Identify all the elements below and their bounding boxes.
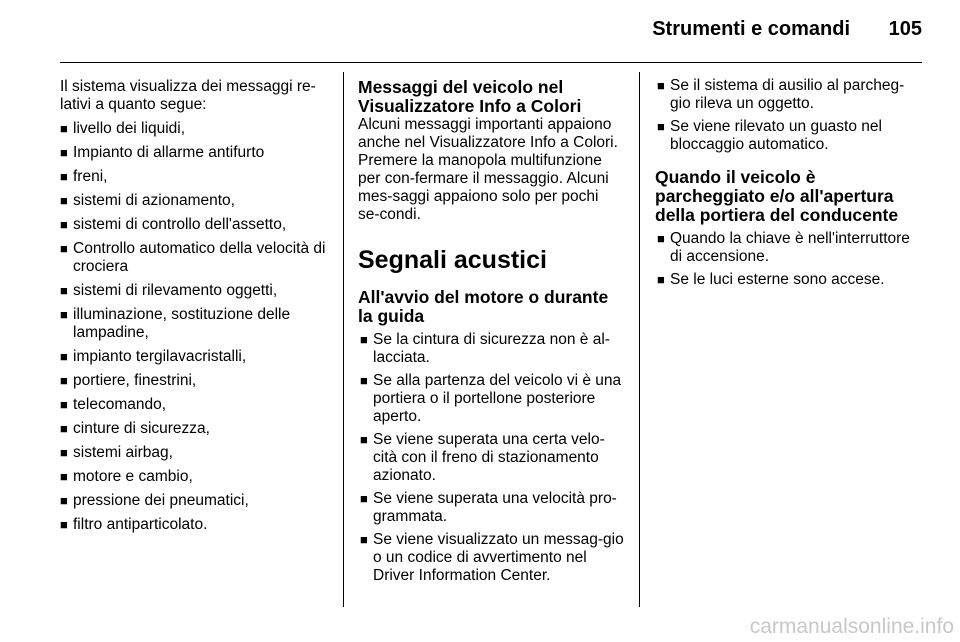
bullet-icon: ■ bbox=[60, 241, 68, 256]
list-item-text: portiere, finestrini, bbox=[73, 372, 197, 389]
bullet-icon: ■ bbox=[60, 169, 68, 184]
message-list bbox=[60, 120, 332, 534]
list-item bbox=[360, 490, 624, 526]
list-item-text: freni, bbox=[73, 168, 108, 185]
intro-text: Il sistema visualizza dei messaggi re-lativi a quanto segue: bbox=[60, 78, 316, 113]
bullet-icon: ■ bbox=[360, 532, 368, 547]
list-item-text: sistemi airbag, bbox=[73, 444, 173, 461]
bullet-icon: ■ bbox=[360, 432, 368, 447]
bullet-icon: ■ bbox=[60, 445, 68, 460]
list-item bbox=[60, 168, 332, 186]
list-item-text: Se alla partenza del veicolo vi è una portiera o il portellone posteriore aperto. bbox=[373, 372, 622, 425]
list-item bbox=[60, 120, 332, 138]
bullet-icon: ■ bbox=[60, 307, 68, 322]
list-item-text: cinture di sicurezza, bbox=[73, 420, 210, 437]
bullet-icon: ■ bbox=[60, 283, 68, 298]
subheading-engine-start: All'avvio del motore o durante la guida bbox=[358, 287, 609, 326]
list-item-text: Controllo automatico della velocità di crociera bbox=[73, 240, 326, 275]
list-item bbox=[360, 431, 624, 485]
bullet-icon: ■ bbox=[657, 78, 665, 93]
list-item bbox=[657, 230, 925, 266]
list-item-text: impianto tergilavacristalli, bbox=[73, 348, 247, 365]
list-item bbox=[60, 192, 332, 210]
list-item-text: Impianto di allarme antifurto bbox=[73, 144, 265, 161]
bullet-icon: ■ bbox=[360, 332, 368, 347]
bullet-icon: ■ bbox=[60, 193, 68, 208]
parked-list bbox=[657, 230, 925, 289]
column-2 bbox=[358, 78, 624, 585]
bullet-icon: ■ bbox=[360, 491, 368, 506]
subheading-vehicle-messages: Messaggi del veicolo nel Visualizzatore Info a Colori bbox=[358, 77, 582, 116]
list-item bbox=[657, 271, 925, 289]
list-item-text: Se viene visualizzato un messag-gio o un codice di avvertimento nel Driver Information Center. bbox=[373, 531, 624, 584]
list-item bbox=[360, 372, 624, 426]
header-divider bbox=[60, 62, 922, 63]
list-item-text: Se viene rilevato un guasto nel bloccaggio automatico. bbox=[670, 118, 882, 153]
bullet-icon: ■ bbox=[60, 145, 68, 160]
column-divider-1 bbox=[343, 72, 344, 607]
bullet-icon: ■ bbox=[60, 517, 68, 532]
paragraph-vehicle-messages: Alcuni messaggi importanti appaiono anche nel Visualizzatore Info a Colori. Premere la manopola multifunzione per con-fermare il messaggio. Alcuni mes-saggi appaiono solo per pochi se-condi. bbox=[358, 116, 618, 223]
watermark: carmanualsonline.info bbox=[749, 615, 954, 638]
list-item-text: Se le luci esterne sono accese. bbox=[670, 271, 885, 288]
list-item-text: sistemi di controllo dell'assetto, bbox=[73, 216, 287, 233]
list-item-text: filtro antiparticolato. bbox=[73, 516, 208, 533]
column-3 bbox=[655, 78, 925, 289]
column-divider-2 bbox=[639, 72, 640, 607]
list-item bbox=[60, 372, 332, 390]
bullet-icon: ■ bbox=[60, 469, 68, 484]
bullet-icon: ■ bbox=[657, 119, 665, 134]
bullet-icon: ■ bbox=[60, 349, 68, 364]
list-item bbox=[60, 420, 332, 438]
list-item bbox=[360, 531, 624, 585]
list-item-text: illuminazione, sostituzione delle lampadine, bbox=[73, 306, 291, 341]
list-item bbox=[60, 306, 332, 342]
list-item-text: livello dei liquidi, bbox=[73, 120, 186, 137]
list-item bbox=[360, 331, 624, 367]
list-item-text: pressione dei pneumatici, bbox=[73, 492, 249, 509]
list-item bbox=[60, 144, 332, 162]
list-item bbox=[60, 348, 332, 366]
bullet-icon: ■ bbox=[60, 397, 68, 412]
list-item bbox=[60, 216, 332, 234]
list-item bbox=[60, 396, 332, 414]
list-item bbox=[60, 282, 332, 300]
list-item bbox=[657, 77, 925, 113]
list-item-text: Se viene superata una certa velo-cità con il freno di stazionamento azionato. bbox=[373, 431, 605, 484]
list-item-text: sistemi di rilevamento oggetti, bbox=[73, 282, 278, 299]
list-item-text: telecomando, bbox=[73, 396, 167, 413]
list-item bbox=[60, 492, 332, 510]
heading-acoustic-signals: Segnali acustici bbox=[358, 246, 547, 274]
page-number: 105 bbox=[888, 18, 922, 40]
section-title: Strumenti e comandi bbox=[652, 18, 850, 40]
bullet-icon: ■ bbox=[360, 373, 368, 388]
acoustic-list-continued bbox=[657, 77, 925, 154]
list-item bbox=[657, 118, 925, 154]
bullet-icon: ■ bbox=[60, 217, 68, 232]
bullet-icon: ■ bbox=[60, 121, 68, 136]
list-item bbox=[60, 468, 332, 486]
list-item-text: Se viene superata una velocità pro-grammata. bbox=[373, 490, 617, 525]
bullet-icon: ■ bbox=[657, 231, 665, 246]
list-item bbox=[60, 516, 332, 534]
list-item-text: Quando la chiave è nell'interruttore di accensione. bbox=[670, 230, 910, 265]
bullet-icon: ■ bbox=[60, 421, 68, 436]
list-item-text: motore e cambio, bbox=[73, 468, 193, 485]
column-1 bbox=[60, 78, 332, 534]
bullet-icon: ■ bbox=[60, 493, 68, 508]
acoustic-list bbox=[360, 331, 624, 585]
list-item-text: Se il sistema di ausilio al parcheg-gio rileva un oggetto. bbox=[670, 77, 905, 112]
list-item-text: Se la cintura di sicurezza non è al-lacciata. bbox=[373, 331, 610, 366]
bullet-icon: ■ bbox=[60, 373, 68, 388]
list-item-text: sistemi di azionamento, bbox=[73, 192, 235, 209]
subheading-parked-vehicle: Quando il veicolo è parcheggiato e/o all'apertura della portiera del conducente bbox=[655, 167, 899, 225]
list-item bbox=[60, 240, 332, 276]
list-item bbox=[60, 444, 332, 462]
bullet-icon: ■ bbox=[657, 272, 665, 287]
